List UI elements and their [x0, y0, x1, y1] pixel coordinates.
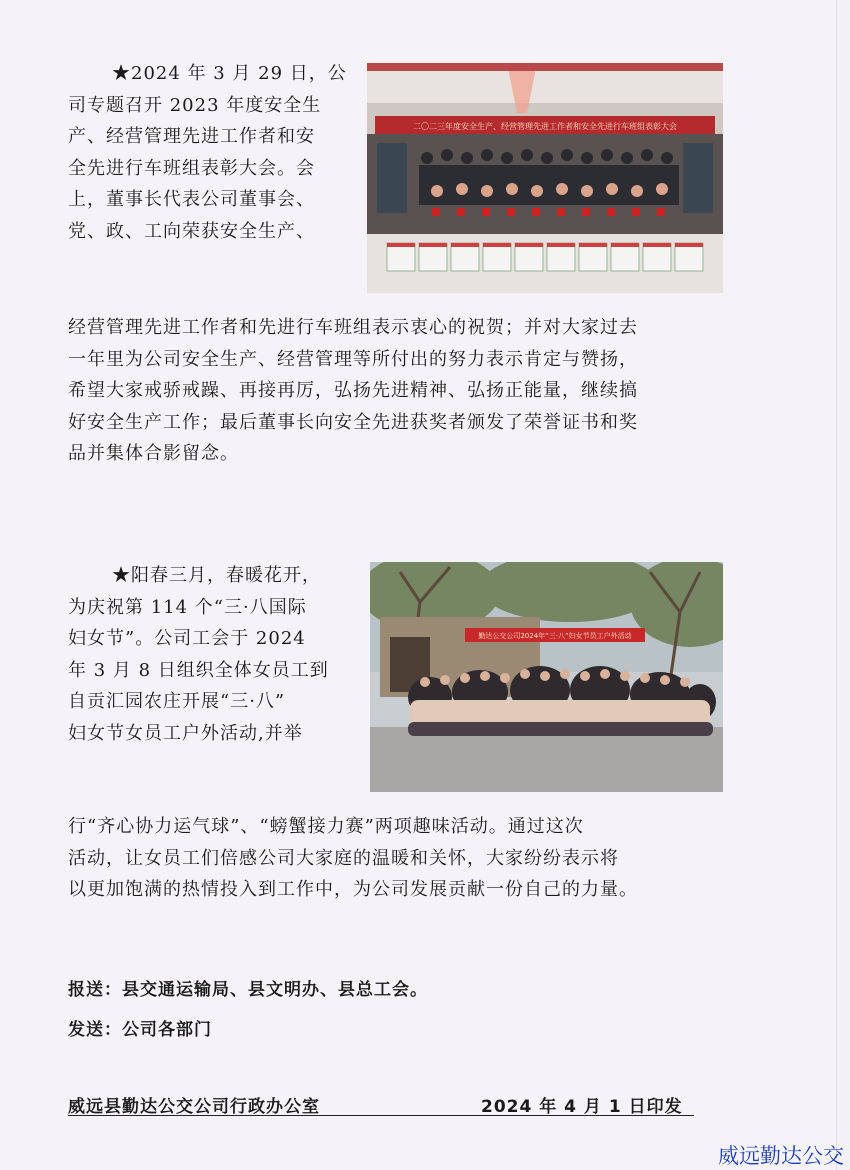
issue-date: 2024 年 4 月 1 日印发 [481, 1097, 683, 1117]
section2-intro [68, 560, 329, 749]
photo-banner-text: 勤达公交公司2024年“三·八”妇女节员工户外活动 [478, 632, 632, 640]
text-line: 行“齐心协力运气球”、“螃蟹接力赛”两项趣味活动。通过这次 [68, 816, 584, 837]
text-line: ★阳春三月，春暖花开， [112, 565, 321, 586]
section2-body [68, 811, 638, 906]
watermark: 威远勤达公交 [718, 1144, 844, 1168]
text-line: 妇女节”。公司工会于 2024 [68, 628, 306, 649]
text-line: 年 3 月 8 日组织全体女员工到 [68, 659, 329, 681]
award-ceremony-photo [367, 63, 723, 293]
issuing-office: 威远县勤达公交公司行政办公室 [68, 1097, 320, 1117]
text-line: 全先进行车班组表彰大会。会 [68, 157, 315, 179]
text-line: 以更加饱满的热情投入到工作中，为公司发展贡献一份自己的力量。 [68, 879, 638, 900]
text-line: 为庆祝第 114 个“三·八国际 [68, 596, 307, 618]
text-line: 自贡汇园农庄开展“三·八” [68, 691, 286, 712]
footer-rule [68, 1115, 694, 1116]
text-line: 品并集体合影留念。 [68, 443, 239, 464]
photo-banner-text: 二〇二三年度安全生产、经营管理先进工作者和安全先进行车班组表彰大会 [413, 122, 677, 131]
text-line: 经营管理先进工作者和先进行车班组表示衷心的祝贺；并对大家过去 [68, 317, 638, 338]
section1-intro [68, 58, 347, 247]
text-line: 希望大家戒骄戒躁、再接再厉，弘扬先进精神、弘扬正能量，继续搞 [68, 380, 638, 401]
text-line: 党、政、工向荣获安全生产、 [68, 220, 315, 242]
section1-body [68, 312, 638, 470]
womens-day-photo [370, 562, 723, 792]
text-line: 一年里为公司安全生产、经营管理等所付出的努力表示肯定与赞扬， [68, 348, 638, 370]
text-line: 活动，让女员工们倍感公司大家庭的温暖和关怀，大家纷纷表示将 [68, 847, 619, 869]
text-line: ★2024 年 3 月 29 日，公 [112, 63, 347, 84]
text-line: 上，董事长代表公司董事会、 [68, 189, 315, 210]
report-to: 报送：县交通运输局、县文明办、县总工会。 [68, 980, 428, 1000]
send-to: 发送：公司各部门 [68, 1020, 212, 1040]
text-line: 好安全生产工作；最后董事长向安全先进获奖者颁发了荣誉证书和奖 [68, 411, 638, 433]
text-line: 产、经营管理先进工作者和安 [68, 126, 315, 147]
text-line: 司专题召开 2023 年度安全生 [68, 94, 322, 116]
text-line: 妇女节女员工户外活动,并举 [68, 722, 303, 744]
